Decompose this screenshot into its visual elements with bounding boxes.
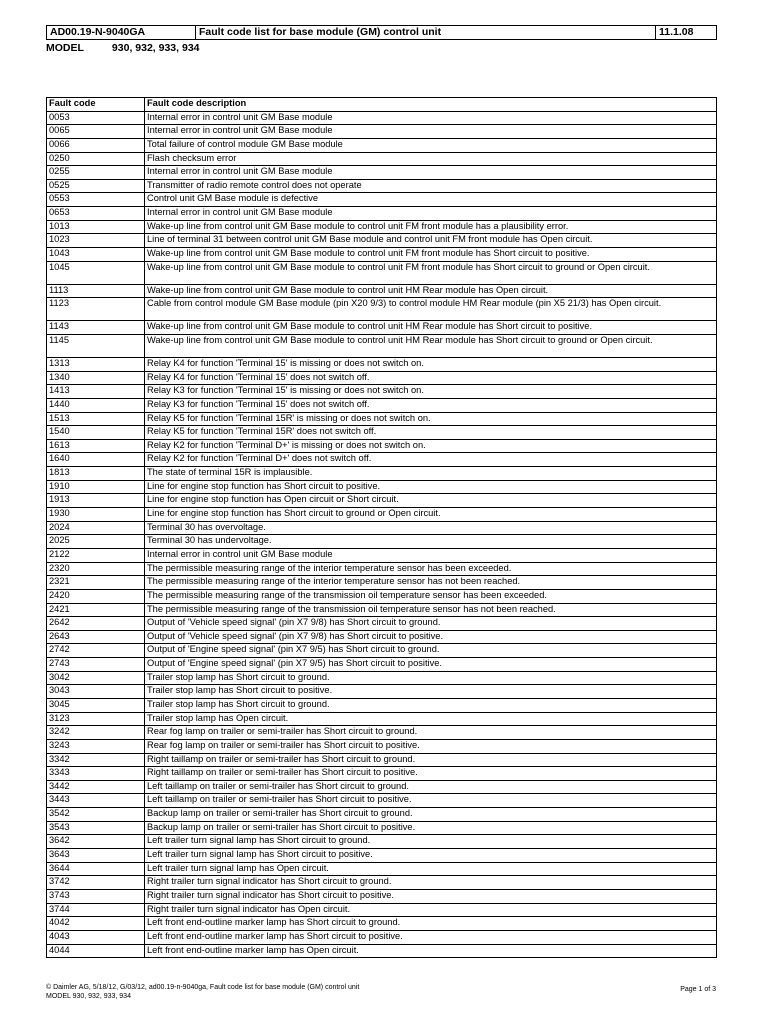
- fault-code-cell: 3642: [47, 835, 145, 849]
- fault-description-cell: Relay K5 for function 'Terminal 15R' does not switch off.: [145, 426, 717, 440]
- table-row: [47, 334, 717, 357]
- fault-description-cell: Output of 'Engine speed signal' (pin X7 9/5) has Short circuit to ground.: [145, 644, 717, 658]
- table-row: [47, 357, 717, 371]
- fault-description-cell: Left front end-outline marker lamp has Short circuit to ground.: [145, 917, 717, 931]
- table-row: [47, 480, 717, 494]
- fault-code-cell: 3045: [47, 698, 145, 712]
- table-row: [47, 644, 717, 658]
- fault-description-cell: Wake-up line from control unit GM Base module to control unit FM front module has a plausibility error.: [145, 220, 717, 234]
- fault-code-cell: 2025: [47, 535, 145, 549]
- fault-description-cell: Line for engine stop function has Short circuit to positive.: [145, 480, 717, 494]
- fault-code-cell: 1123: [47, 298, 145, 321]
- table-row: [47, 739, 717, 753]
- fault-description-cell: Line for engine stop function has Short circuit to ground or Open circuit.: [145, 508, 717, 522]
- table-row: [47, 467, 717, 481]
- table-row: [47, 944, 717, 958]
- fault-description-cell: Wake-up line from control unit GM Base module to control unit FM front module has Short circuit to ground or Open circuit.: [145, 261, 717, 284]
- table-row: [47, 234, 717, 248]
- fault-code-cell: 0053: [47, 111, 145, 125]
- fault-description-cell: Left trailer turn signal lamp has Short circuit to positive.: [145, 849, 717, 863]
- fault-code-cell: 1013: [47, 220, 145, 234]
- fault-code-cell: 2643: [47, 630, 145, 644]
- fault-description-cell: Rear fog lamp on trailer or semi-trailer has Short circuit to ground.: [145, 726, 717, 740]
- table-row: [47, 535, 717, 549]
- fault-description-cell: Relay K4 for function 'Terminal 15' does not switch off.: [145, 371, 717, 385]
- table-row: [47, 617, 717, 631]
- fault-description-cell: Output of 'Vehicle speed signal' (pin X7 9/8) has Short circuit to positive.: [145, 630, 717, 644]
- fault-description-cell: The permissible measuring range of the interior temperature sensor has been exceeded.: [145, 562, 717, 576]
- fault-code-cell: 3442: [47, 780, 145, 794]
- table-row: [47, 698, 717, 712]
- fault-description-cell: Internal error in control unit GM Base module: [145, 125, 717, 139]
- model-line: [46, 42, 200, 54]
- fault-code-cell: 0066: [47, 138, 145, 152]
- document-date: 11.1.08: [656, 26, 717, 40]
- fault-code-cell: 2742: [47, 644, 145, 658]
- fault-code-cell: 0653: [47, 207, 145, 221]
- fault-code-cell: 2642: [47, 617, 145, 631]
- fault-description-cell: Relay K5 for function 'Terminal 15R' is missing or does not switch on.: [145, 412, 717, 426]
- table-row: [47, 412, 717, 426]
- fault-code-cell: 1813: [47, 467, 145, 481]
- fault-code-cell: 1913: [47, 494, 145, 508]
- table-row: [47, 576, 717, 590]
- fault-description-cell: Internal error in control unit GM Base module: [145, 207, 717, 221]
- column-header-fault-code: Fault code: [47, 98, 145, 112]
- fault-code-cell: 0065: [47, 125, 145, 139]
- table-row: [47, 835, 717, 849]
- fault-code-cell: 3343: [47, 767, 145, 781]
- fault-description-cell: Left trailer turn signal lamp has Short circuit to ground.: [145, 835, 717, 849]
- fault-description-cell: Total failure of control module GM Base module: [145, 138, 717, 152]
- fault-description-cell: Line of terminal 31 between control unit GM Base module and control unit FM front module has Open circuit.: [145, 234, 717, 248]
- table-row: [47, 371, 717, 385]
- fault-code-cell: 1145: [47, 334, 145, 357]
- table-row: [47, 780, 717, 794]
- table-row: [47, 862, 717, 876]
- fault-code-cell: 1910: [47, 480, 145, 494]
- table-row: [47, 261, 717, 284]
- fault-description-cell: Flash checksum error: [145, 152, 717, 166]
- fault-code-cell: 0250: [47, 152, 145, 166]
- table-row: [47, 385, 717, 399]
- table-row: [47, 521, 717, 535]
- fault-code-cell: 3123: [47, 712, 145, 726]
- fault-description-cell: Left front end-outline marker lamp has Short circuit to positive.: [145, 930, 717, 944]
- table-row: [47, 298, 717, 321]
- fault-code-cell: 1540: [47, 426, 145, 440]
- table-row: [47, 889, 717, 903]
- fault-code-rows: [47, 111, 717, 958]
- fault-code-cell: 1613: [47, 439, 145, 453]
- table-row: [47, 125, 717, 139]
- fault-code-cell: 1513: [47, 412, 145, 426]
- table-row: [47, 712, 717, 726]
- fault-description-cell: Trailer stop lamp has Short circuit to positive.: [145, 685, 717, 699]
- fault-description-cell: Wake-up line from control unit GM Base module to control unit HM Rear module has Short circuit to positive.: [145, 321, 717, 335]
- fault-description-cell: Right taillamp on trailer or semi-trailer has Short circuit to ground.: [145, 753, 717, 767]
- fault-code-cell: 0525: [47, 179, 145, 193]
- table-row: [47, 658, 717, 672]
- fault-code-cell: 1930: [47, 508, 145, 522]
- fault-description-cell: Right trailer turn signal indicator has Short circuit to ground.: [145, 876, 717, 890]
- fault-description-cell: Left front end-outline marker lamp has Open circuit.: [145, 944, 717, 958]
- table-row: [47, 794, 717, 808]
- table-row: [47, 726, 717, 740]
- fault-description-cell: Internal error in control unit GM Base module: [145, 166, 717, 180]
- table-row: [47, 808, 717, 822]
- table-row: [47, 930, 717, 944]
- table-row: [47, 876, 717, 890]
- fault-description-cell: The state of terminal 15R is implausible.: [145, 467, 717, 481]
- table-row: [47, 248, 717, 262]
- table-row: [47, 767, 717, 781]
- fault-description-cell: Trailer stop lamp has Short circuit to ground.: [145, 671, 717, 685]
- fault-code-cell: 0255: [47, 166, 145, 180]
- table-row: [47, 398, 717, 412]
- table-row: [47, 562, 717, 576]
- table-row: [47, 453, 717, 467]
- fault-code-cell: 3042: [47, 671, 145, 685]
- fault-code-cell: 4042: [47, 917, 145, 931]
- fault-code-cell: 3542: [47, 808, 145, 822]
- fault-description-cell: Terminal 30 has undervoltage.: [145, 535, 717, 549]
- fault-code-cell: 2420: [47, 589, 145, 603]
- fault-code-cell: 4044: [47, 944, 145, 958]
- fault-code-cell: 3243: [47, 739, 145, 753]
- fault-code-cell: 1413: [47, 385, 145, 399]
- fault-description-cell: Wake-up line from control unit GM Base module to control unit FM front module has Short circuit to positive.: [145, 248, 717, 262]
- table-row: [47, 321, 717, 335]
- fault-description-cell: The permissible measuring range of the transmission oil temperature sensor has been exceeded.: [145, 589, 717, 603]
- fault-description-cell: Right taillamp on trailer or semi-trailer has Short circuit to positive.: [145, 767, 717, 781]
- table-row: [47, 220, 717, 234]
- table-row: [47, 821, 717, 835]
- table-row: [47, 630, 717, 644]
- fault-code-cell: 1143: [47, 321, 145, 335]
- table-row: [47, 207, 717, 221]
- fault-code-cell: 3743: [47, 889, 145, 903]
- fault-description-cell: Wake-up line from control unit GM Base module to control unit HM Rear module has Open circuit.: [145, 284, 717, 298]
- fault-code-cell: 1340: [47, 371, 145, 385]
- fault-description-cell: Backup lamp on trailer or semi-trailer has Short circuit to ground.: [145, 808, 717, 822]
- document-title: Fault code list for base module (GM) control unit: [196, 26, 656, 40]
- table-row: [47, 111, 717, 125]
- fault-code-cell: 3543: [47, 821, 145, 835]
- table-row: [47, 426, 717, 440]
- fault-code-cell: 3242: [47, 726, 145, 740]
- fault-description-cell: Cable from control module GM Base module (pin X20 9/3) to control module HM Rear module (pin X5 21/3) has Open circuit.: [145, 298, 717, 321]
- table-row: [47, 179, 717, 193]
- fault-description-cell: Relay K2 for function 'Terminal D+' does not switch off.: [145, 453, 717, 467]
- footer-copyright: © Daimler AG, 5/18/12, G/03/12, ad00.19-n-9040ga, Fault code list for base module (GM) control unit: [46, 984, 360, 991]
- table-row: [47, 152, 717, 166]
- table-row: [47, 903, 717, 917]
- fault-description-cell: The permissible measuring range of the interior temperature sensor has not been reached.: [145, 576, 717, 590]
- table-row: [47, 849, 717, 863]
- fault-code-cell: 2743: [47, 658, 145, 672]
- table-row: [47, 671, 717, 685]
- fault-description-cell: Rear fog lamp on trailer or semi-trailer has Short circuit to positive.: [145, 739, 717, 753]
- fault-description-cell: Wake-up line from control unit GM Base module to control unit HM Rear module has Short circuit to ground or Open circuit.: [145, 334, 717, 357]
- fault-description-cell: Relay K3 for function 'Terminal 15' does not switch off.: [145, 398, 717, 412]
- fault-description-cell: Backup lamp on trailer or semi-trailer has Short circuit to positive.: [145, 821, 717, 835]
- model-values: 930, 932, 933, 934: [111, 42, 200, 54]
- model-label: MODEL: [46, 42, 84, 54]
- fault-code-cell: 2321: [47, 576, 145, 590]
- fault-code-cell: 3643: [47, 849, 145, 863]
- fault-description-cell: Left taillamp on trailer or semi-trailer has Short circuit to positive.: [145, 794, 717, 808]
- fault-description-cell: Control unit GM Base module is defective: [145, 193, 717, 207]
- fault-code-cell: 1640: [47, 453, 145, 467]
- fault-description-cell: Relay K4 for function 'Terminal 15' is missing or does not switch on.: [145, 357, 717, 371]
- fault-description-cell: Transmitter of radio remote control does not operate: [145, 179, 717, 193]
- fault-description-cell: Internal error in control unit GM Base module: [145, 548, 717, 562]
- fault-description-cell: Output of 'Vehicle speed signal' (pin X7 9/8) has Short circuit to ground.: [145, 617, 717, 631]
- fault-description-cell: The permissible measuring range of the transmission oil temperature sensor has not been reached.: [145, 603, 717, 617]
- table-row: [47, 138, 717, 152]
- fault-code-cell: 1043: [47, 248, 145, 262]
- table-row: [47, 589, 717, 603]
- table-row: [47, 548, 717, 562]
- fault-description-cell: Left trailer turn signal lamp has Open circuit.: [145, 862, 717, 876]
- page-number: Page 1 of 3: [680, 986, 716, 993]
- fault-code-cell: 3744: [47, 903, 145, 917]
- fault-description-cell: Trailer stop lamp has Open circuit.: [145, 712, 717, 726]
- fault-description-cell: Internal error in control unit GM Base module: [145, 111, 717, 125]
- page-footer: [46, 983, 716, 1001]
- fault-code-cell: 1440: [47, 398, 145, 412]
- fault-code-cell: 2122: [47, 548, 145, 562]
- fault-code-cell: 1045: [47, 261, 145, 284]
- fault-description-cell: Output of 'Engine speed signal' (pin X7 9/5) has Short circuit to positive.: [145, 658, 717, 672]
- fault-description-cell: Terminal 30 has overvoltage.: [145, 521, 717, 535]
- fault-code-cell: 2421: [47, 603, 145, 617]
- fault-code-cell: 4043: [47, 930, 145, 944]
- fault-code-cell: 3043: [47, 685, 145, 699]
- fault-code-cell: 1313: [47, 357, 145, 371]
- fault-code-cell: 2024: [47, 521, 145, 535]
- fault-description-cell: Left taillamp on trailer or semi-trailer has Short circuit to ground.: [145, 780, 717, 794]
- table-row: [47, 685, 717, 699]
- fault-code-cell: 3742: [47, 876, 145, 890]
- table-row: [47, 508, 717, 522]
- table-row: [47, 603, 717, 617]
- table-row: [47, 193, 717, 207]
- fault-description-cell: Right trailer turn signal indicator has Open circuit.: [145, 903, 717, 917]
- fault-code-cell: 2320: [47, 562, 145, 576]
- fault-code-cell: 3644: [47, 862, 145, 876]
- fault-code-cell: 0553: [47, 193, 145, 207]
- footer-model: MODEL 930, 932, 933, 934: [46, 993, 131, 1000]
- fault-description-cell: Relay K3 for function 'Terminal 15' is missing or does not switch on.: [145, 385, 717, 399]
- fault-code-table: [46, 97, 717, 958]
- table-row: [47, 166, 717, 180]
- table-row: [47, 494, 717, 508]
- fault-code-cell: 1113: [47, 284, 145, 298]
- fault-description-cell: Trailer stop lamp has Short circuit to ground.: [145, 698, 717, 712]
- fault-description-cell: Line for engine stop function has Open circuit or Short circuit.: [145, 494, 717, 508]
- column-header-description: Fault code description: [145, 98, 717, 112]
- document-header: [46, 25, 717, 40]
- fault-description-cell: Right trailer turn signal indicator has Short circuit to positive.: [145, 889, 717, 903]
- fault-code-cell: 3342: [47, 753, 145, 767]
- fault-code-cell: 1023: [47, 234, 145, 248]
- table-row: [47, 917, 717, 931]
- table-row: [47, 753, 717, 767]
- document-id: AD00.19-N-9040GA: [47, 26, 196, 40]
- table-row: [47, 284, 717, 298]
- fault-code-cell: 3443: [47, 794, 145, 808]
- table-row: [47, 439, 717, 453]
- fault-description-cell: Relay K2 for function 'Terminal D+' is missing or does not switch on.: [145, 439, 717, 453]
